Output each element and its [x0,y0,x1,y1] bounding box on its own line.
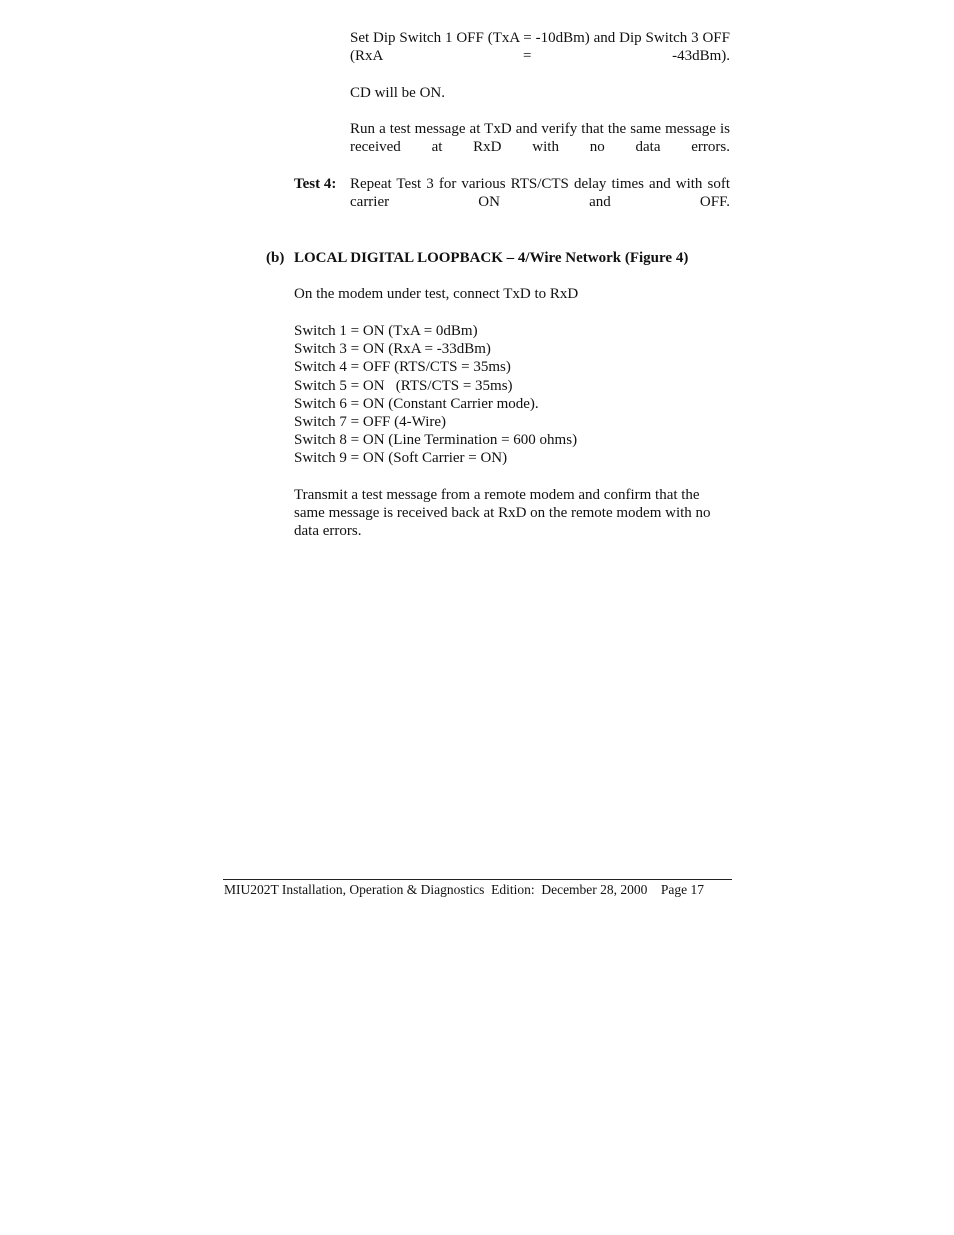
switch-setting-5: Switch 5 = ON (RTS/CTS = 35ms) [294,377,513,394]
section-b-intro: On the modem under test, connect TxD to RxD [294,286,579,302]
test4-label: Test 4: [294,176,337,192]
switch-setting-1: Switch 1 = ON (TxA = 0dBm) [294,323,478,339]
switch-setting-7: Switch 7 = OFF (4-Wire) [294,414,447,431]
test4-text: Repeat Test 3 for various RTS/CTS delay times and with soft carrier ON and OFF. [350,176,730,211]
switch-setting-4: Switch 4 = OFF (RTS/CTS = 35ms) [294,359,511,376]
page-footer: MIU202T Installation, Operation & Diagnostics Edition: December 28, 2000 Page 17 [224,882,705,897]
footer-rule [223,879,732,880]
test3-paragraph-cd: CD will be ON. [350,85,445,101]
switch-settings-list [294,322,577,468]
test3-paragraph-test-message: Run a test message at TxD and verify that the same message is received at RxD with no data errors. [350,121,730,156]
switch-setting-3: Switch 3 = ON (RxA = -33dBm) [294,341,491,358]
switch-setting-9: Switch 9 = ON (Soft Carrier = ON) [294,450,508,467]
test3-paragraph-dip-switch: Set Dip Switch 1 OFF (TxA = -10dBm) and Dip Switch 3 OFF (RxA = -43dBm). [350,30,730,65]
switch-setting-8: Switch 8 = ON (Line Termination = 600 ohms) [294,432,578,449]
section-b-closing: Transmit a test message from a remote modem and confirm that the same message is received back at RxD on the remote modem with no data errors. [294,487,711,540]
section-b-heading: LOCAL DIGITAL LOOPBACK – 4/Wire Network (Figure 4) [294,250,689,266]
section-b-marker: (b) [266,250,285,266]
switch-setting-6: Switch 6 = ON (Constant Carrier mode). [294,395,539,412]
